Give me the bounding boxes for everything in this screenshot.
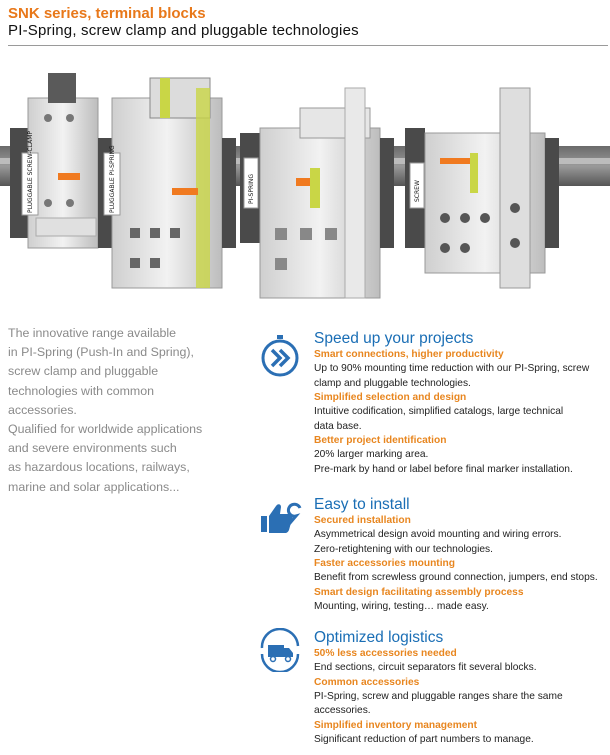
section-heading: Easy to install	[314, 496, 410, 513]
section-logistics: Optimized logistics 50% less accessories needed End sections, circuit separators fit several blocks. Common accessories PI-Spring, screw and pluggable ranges share the same accessories. Simplified inventory management Significant reduction of part numbers to manage.	[314, 629, 606, 747]
photo-label-pi-spring: PI-SPRING	[248, 173, 255, 204]
thumbs-up-wrench-icon	[258, 496, 302, 540]
block-group-pi-spring	[240, 88, 394, 298]
photo-label-pluggable-pi-spring: PLUGGABLE PI-SPRING	[109, 145, 116, 213]
page-subtitle: PI-Spring, screw clamp and pluggable technologies	[8, 22, 359, 39]
subheading: Faster accessories mounting	[314, 558, 455, 569]
photo-label-pluggable-screw-clamp: PLUGGABLE SCREW-CLAMP	[27, 131, 34, 213]
page-title: SNK series, terminal blocks	[8, 5, 206, 22]
section-heading: Optimized logistics	[314, 629, 444, 646]
block-group-screw	[405, 88, 559, 288]
section-heading: Speed up your projects	[314, 330, 474, 347]
photo-label-screw: SCREW	[414, 180, 421, 202]
subheading: Better project identification	[314, 435, 447, 446]
section-speed-up: Speed up your projects Smart connections, higher productivity Up to 90% mounting time reduction with our PI-Spring, screw clamp and pluggable technologies. Simplified selection and design Intuitive codification, simplified catalogs, large technical data base. Better project identification 20% larger marking area. Pre-mark by hand or label before final marker installation.	[314, 330, 606, 477]
subheading: 50% less accessories needed	[314, 648, 457, 659]
subheading: Simplified inventory management	[314, 719, 478, 731]
fast-forward-timer-icon	[258, 334, 302, 378]
subheading: Simplified selection and design	[314, 392, 467, 403]
intro-paragraph: The innovative range available in PI-Spring (Push-In and Spring), screw clamp and pluggable technologies with common accessories. Qualified for worldwide applications and severe environments such as hazardous locations, railways, marine and solar applications...	[8, 326, 203, 494]
subheading: Smart design facilitating assembly process	[314, 586, 524, 598]
delivery-truck-icon	[258, 628, 302, 672]
subheading: Smart connections, higher productivity	[314, 349, 504, 360]
block-group-pi-spring-pluggable	[112, 78, 236, 288]
terminal-blocks-photo	[0, 58, 610, 308]
subheading: Secured installation	[314, 515, 411, 526]
section-easy-install: Easy to install Secured installation Asymmetrical design avoid mounting and wiring errors. Zero-retightening with our technologies. Faster accessories mounting Benefit from screwless ground connection, jumpers, end stops. Smart design facilitating assembly process Mounting, wiring, testing… made easy.	[314, 496, 606, 614]
header-divider	[8, 45, 608, 46]
subheading: Common accessories	[314, 676, 420, 688]
